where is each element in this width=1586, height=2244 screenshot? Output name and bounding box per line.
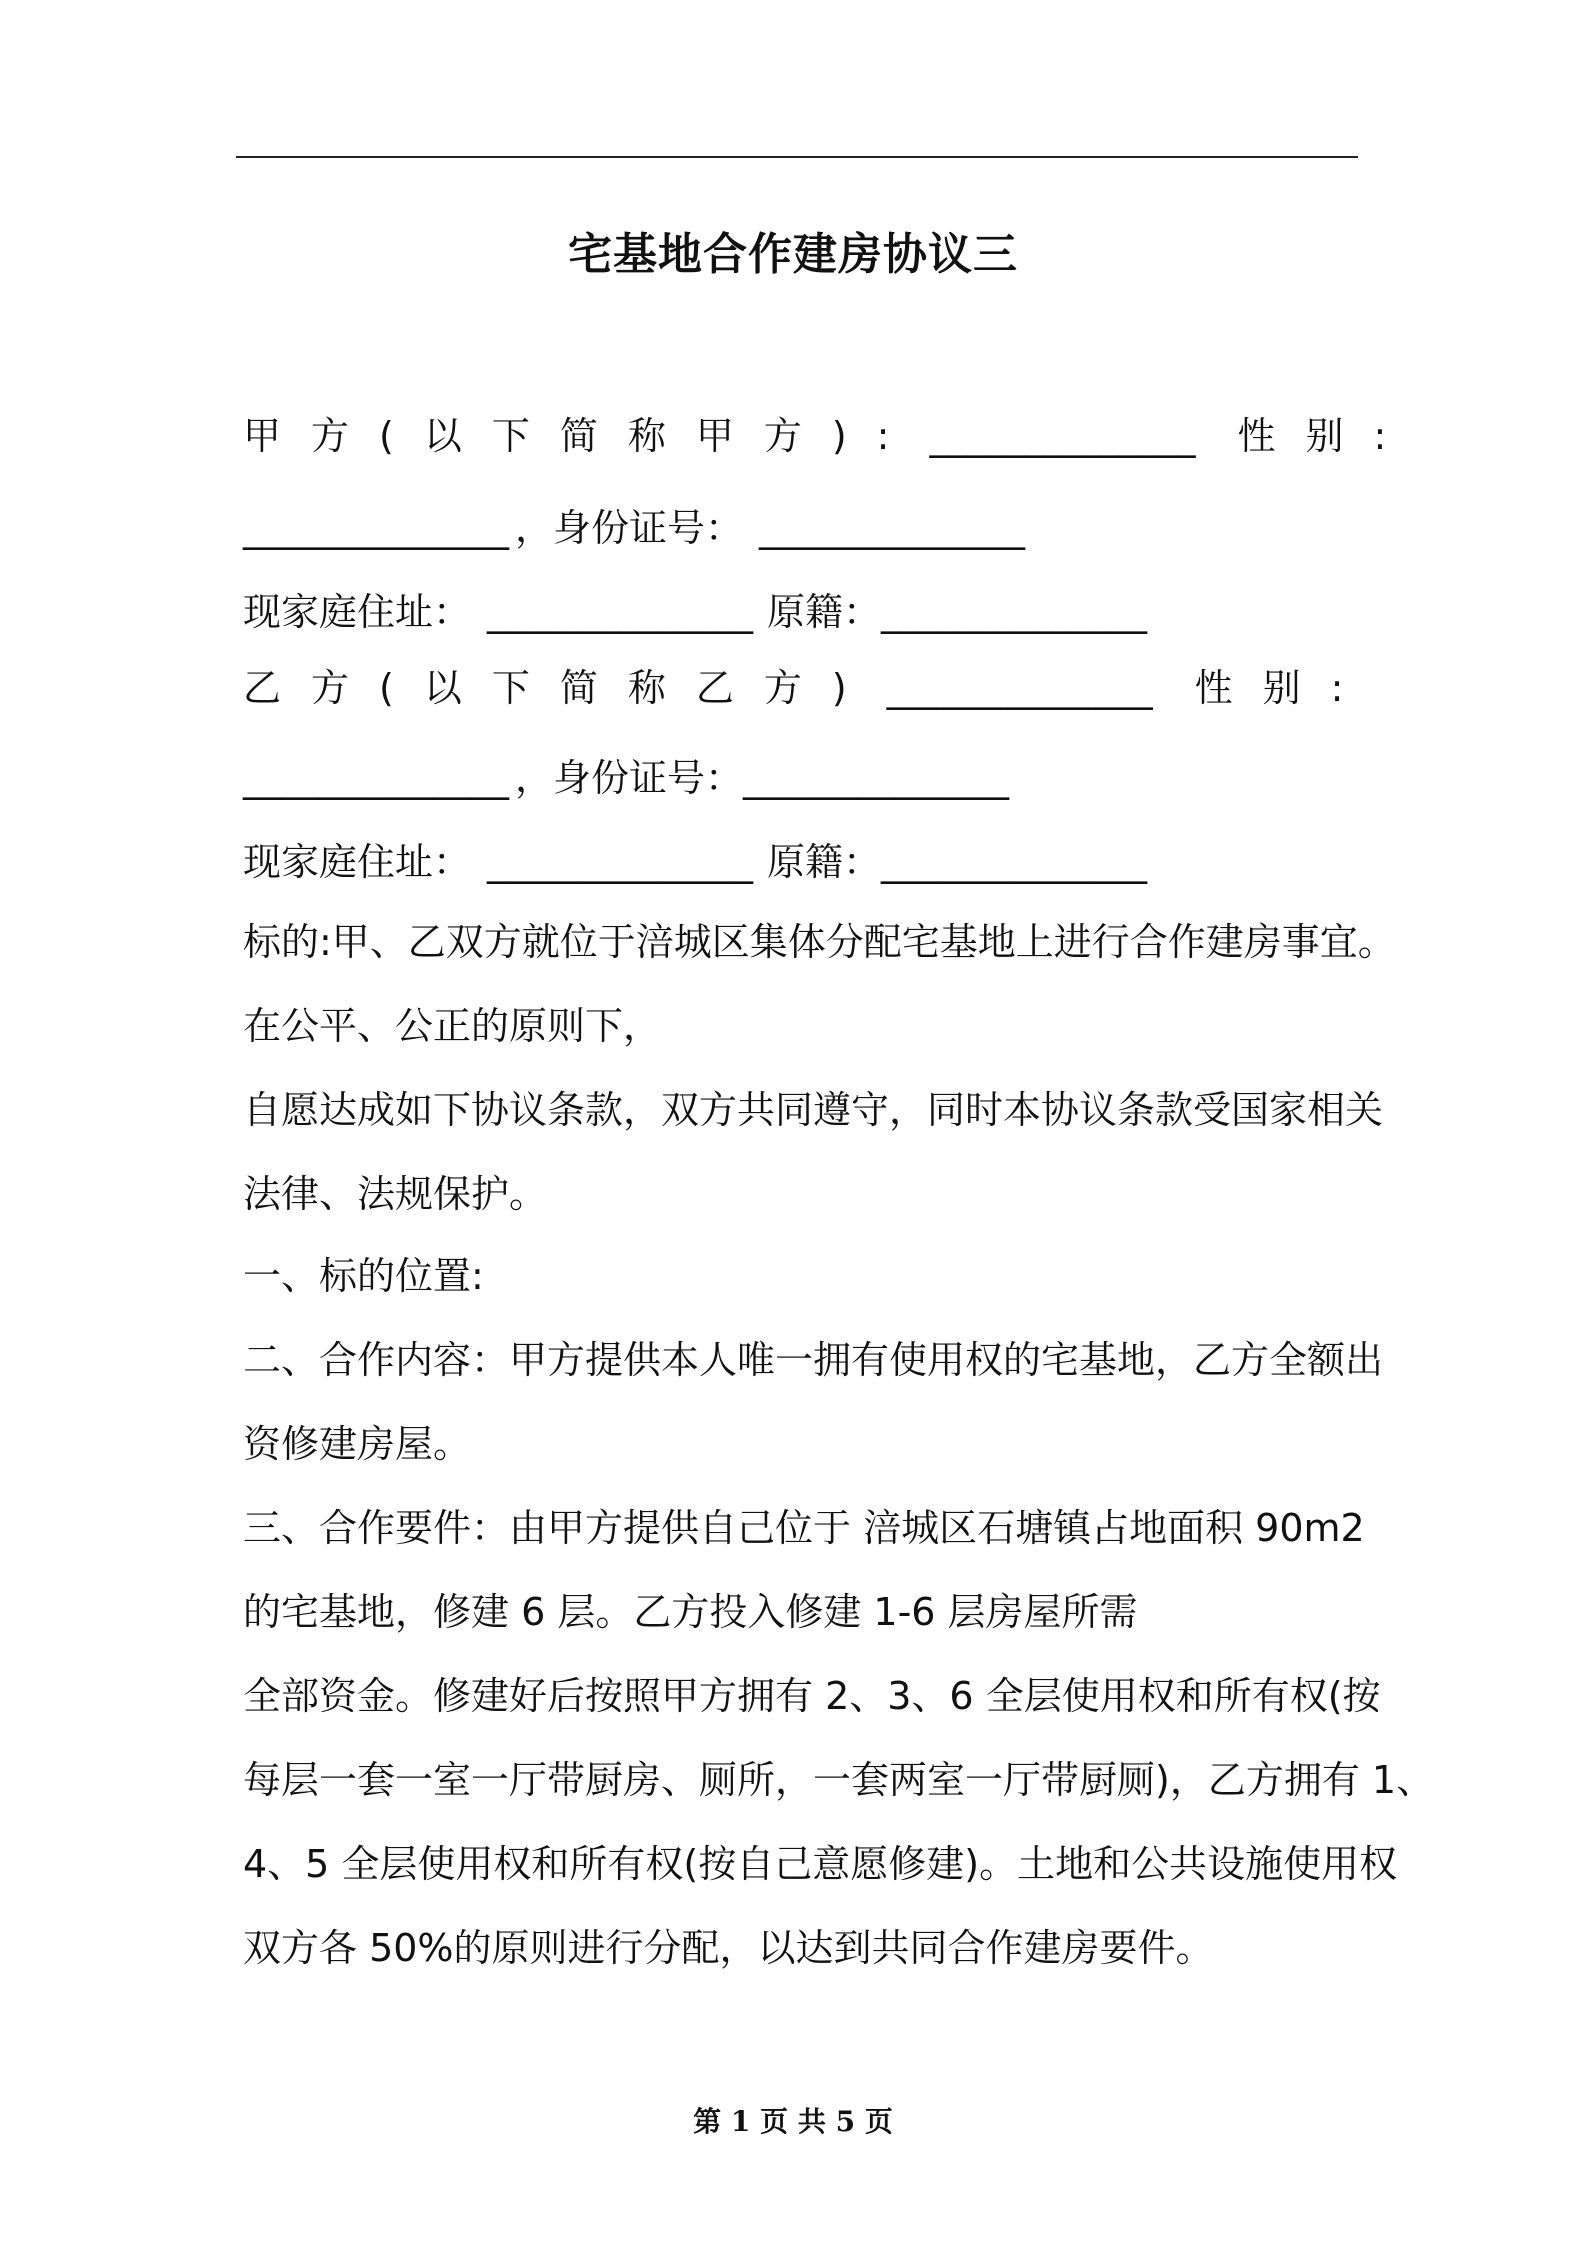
party-b-label: 乙方(以下简称乙方) xyxy=(243,666,877,710)
party-b-gender-blank: ______________ xyxy=(243,756,509,800)
paragraph-line: 每层一套一室一厅带厨房、厕所，一套两室一厅带厨厕)，乙方拥有 1、 xyxy=(243,1758,1435,1802)
party-a-id-blank: ______________ xyxy=(759,506,1026,550)
paragraph-line: 三、合作要件：由甲方提供自己位于 涪城区石塘镇占地面积 90m2 xyxy=(243,1506,1365,1550)
party-a-id-label: ，身份证号： xyxy=(515,506,744,550)
page-number: 第 1 页 共 5 页 xyxy=(693,2105,893,2138)
paragraph-line: 双方各 50%的原则进行分配，以达到共同合作建房要件。 xyxy=(243,1926,1214,1970)
header-rule xyxy=(236,156,1358,158)
party-b-gender-label: 性别: xyxy=(1194,666,1374,710)
section-heading: 一、标的位置: xyxy=(243,1254,484,1298)
paragraph-line: 二、合作内容：甲方提供本人唯一拥有使用权的宅基地，乙方全额出 xyxy=(243,1338,1384,1382)
party-a-name-blank: ______________ xyxy=(929,414,1196,458)
party-a-line-1 xyxy=(243,410,1417,462)
paragraph-line: 全部资金。修建好后按照甲方拥有 2、3、6 全层使用权和所有权(按 xyxy=(243,1674,1381,1718)
party-a-origin-label: 原籍： xyxy=(767,590,882,634)
paragraph-line: 自愿达成如下协议条款，双方共同遵守，同时本协议条款受国家相关 xyxy=(243,1088,1384,1132)
party-a-gender-label: 性别: xyxy=(1237,414,1417,458)
party-a-label: 甲方(以下简称甲方): xyxy=(243,414,920,458)
party-a-address-blank: ______________ xyxy=(487,590,754,634)
paragraph-line: 标的:甲、乙双方就位于涪城区集体分配宅基地上进行合作建房事宜。 xyxy=(243,920,1396,964)
paragraph-line: 资修建房屋。 xyxy=(243,1422,472,1466)
paragraph-line: 4、5 全层使用权和所有权(按自己意愿修建)。土地和公共设施使用权 xyxy=(243,1842,1398,1886)
party-a-line-2 xyxy=(243,502,1353,554)
party-b-id-blank: ______________ xyxy=(743,756,1010,800)
party-b-line-3 xyxy=(243,836,1353,888)
party-b-line-2 xyxy=(243,752,1353,804)
document-title: 宅基地合作建房协议三 xyxy=(568,229,1018,280)
paragraph-line: 法律、法规保护。 xyxy=(243,1172,548,1216)
party-a-line-3 xyxy=(243,586,1353,638)
party-a-address-label: 现家庭住址： xyxy=(243,590,472,634)
party-b-origin-blank: ______________ xyxy=(881,840,1148,884)
paragraph-line: 的宅基地，修建 6 层。乙方投入修建 1-6 层房屋所需 xyxy=(243,1590,1138,1634)
paragraph-line: 在公平、公正的原则下， xyxy=(243,1004,662,1048)
party-b-address-label: 现家庭住址： xyxy=(243,840,472,884)
party-a-origin-blank: ______________ xyxy=(881,590,1148,634)
party-a-gender-blank: ______________ xyxy=(243,506,509,550)
party-b-address-blank: ______________ xyxy=(487,840,754,884)
party-b-name-blank: ______________ xyxy=(886,666,1153,710)
party-b-origin-label: 原籍： xyxy=(767,840,882,884)
party-b-id-label: ，身份证号： xyxy=(515,756,744,800)
party-b-line-1 xyxy=(243,662,1374,714)
